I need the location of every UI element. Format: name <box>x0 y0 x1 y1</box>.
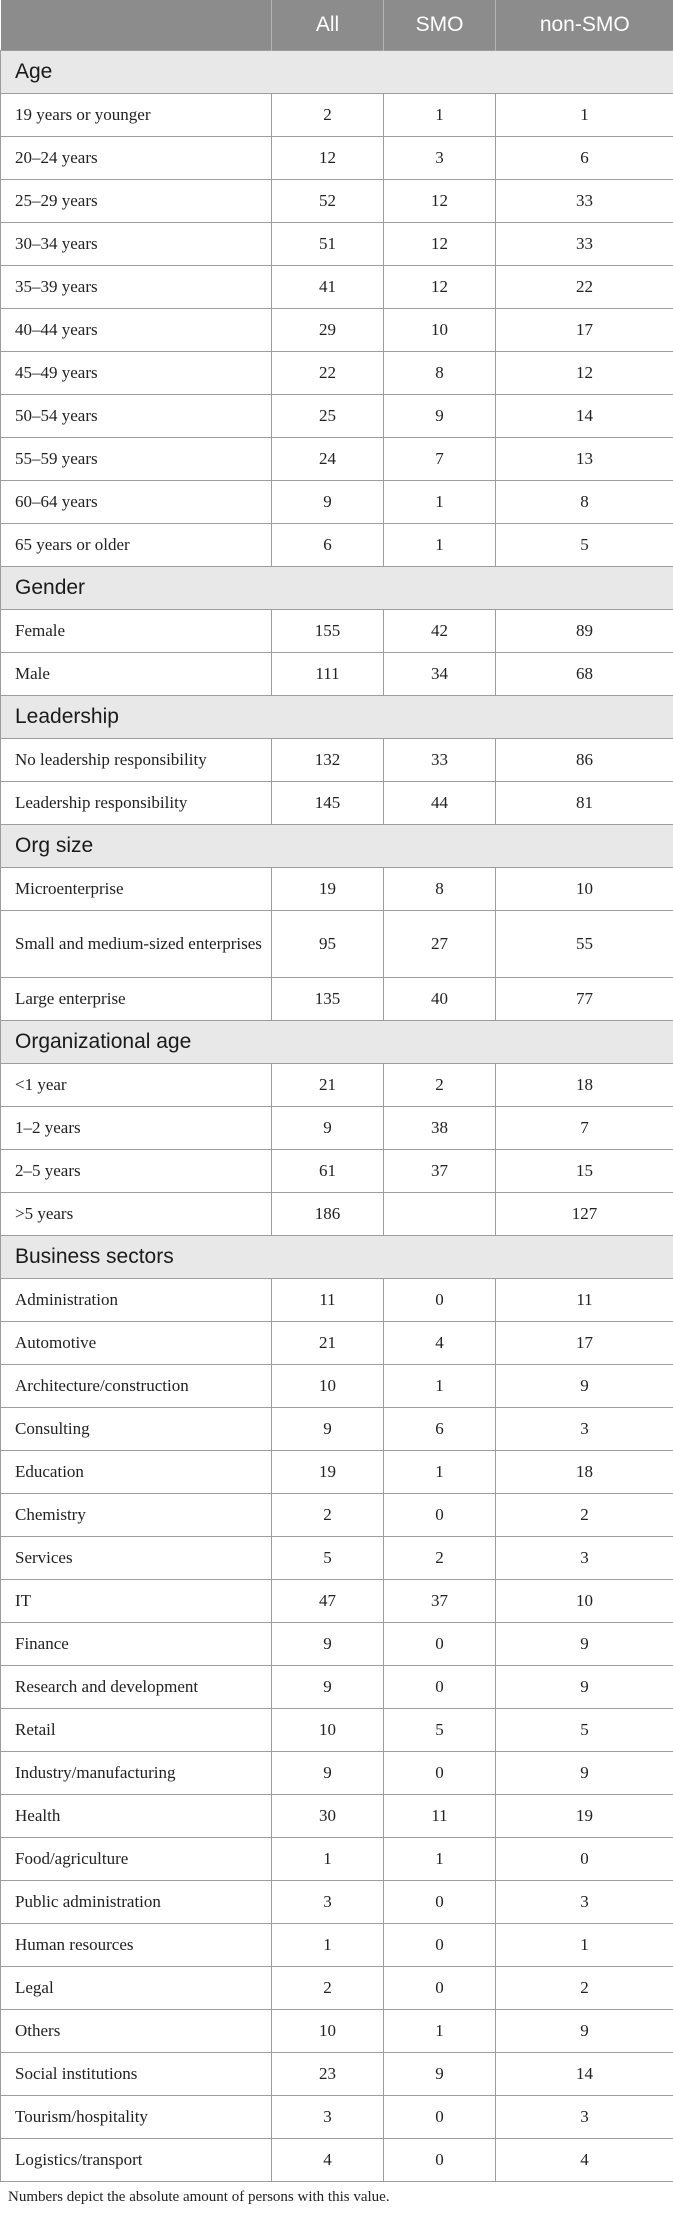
cell-smo: 33 <box>384 739 496 782</box>
table-row <box>1 524 673 567</box>
cell-all: 11 <box>272 1279 384 1322</box>
cell-non-smo: 14 <box>496 395 673 438</box>
cell-smo: 40 <box>384 978 496 1021</box>
table-row <box>1 1537 673 1580</box>
row-label: Consulting <box>1 1408 272 1451</box>
row-label: Social institutions <box>1 2053 272 2096</box>
section-header-row <box>1 567 673 610</box>
cell-all: 29 <box>272 309 384 352</box>
cell-smo: 37 <box>384 1150 496 1193</box>
cell-smo: 0 <box>384 1752 496 1795</box>
cell-smo: 2 <box>384 1064 496 1107</box>
cell-non-smo: 17 <box>496 1322 673 1365</box>
cell-smo: 0 <box>384 2139 496 2182</box>
cell-non-smo: 3 <box>496 1408 673 1451</box>
table-row <box>1 978 673 1021</box>
cell-smo: 11 <box>384 1795 496 1838</box>
row-label: 40–44 years <box>1 309 272 352</box>
cell-smo: 6 <box>384 1408 496 1451</box>
cell-non-smo: 10 <box>496 1580 673 1623</box>
cell-non-smo: 5 <box>496 524 673 567</box>
cell-smo: 1 <box>384 2010 496 2053</box>
cell-all: 47 <box>272 1580 384 1623</box>
cell-all: 9 <box>272 1623 384 1666</box>
cell-non-smo: 77 <box>496 978 673 1021</box>
table-row <box>1 481 673 524</box>
cell-all: 2 <box>272 1494 384 1537</box>
cell-non-smo: 9 <box>496 1623 673 1666</box>
cell-all: 3 <box>272 1881 384 1924</box>
cell-all: 25 <box>272 395 384 438</box>
table-row <box>1 2010 673 2053</box>
cell-non-smo: 18 <box>496 1064 673 1107</box>
row-label: Public administration <box>1 1881 272 1924</box>
cell-smo: 1 <box>384 1838 496 1881</box>
cell-non-smo: 2 <box>496 1494 673 1537</box>
cell-all: 61 <box>272 1150 384 1193</box>
cell-non-smo: 22 <box>496 266 673 309</box>
section-title: Gender <box>1 567 673 610</box>
section-header-row <box>1 51 673 94</box>
cell-all: 22 <box>272 352 384 395</box>
cell-smo: 2 <box>384 1537 496 1580</box>
row-label: Industry/manufacturing <box>1 1752 272 1795</box>
cell-non-smo: 81 <box>496 782 673 825</box>
cell-all: 19 <box>272 868 384 911</box>
cell-all: 9 <box>272 1752 384 1795</box>
row-label: Logistics/transport <box>1 2139 272 2182</box>
row-label: Tourism/hospitality <box>1 2096 272 2139</box>
cell-all: 95 <box>272 911 384 978</box>
cell-non-smo: 19 <box>496 1795 673 1838</box>
cell-non-smo: 86 <box>496 739 673 782</box>
cell-smo: 8 <box>384 352 496 395</box>
cell-all: 3 <box>272 2096 384 2139</box>
table-row <box>1 1408 673 1451</box>
cell-smo: 37 <box>384 1580 496 1623</box>
table-row <box>1 1580 673 1623</box>
row-label: 45–49 years <box>1 352 272 395</box>
row-label: 55–59 years <box>1 438 272 481</box>
row-label: 60–64 years <box>1 481 272 524</box>
row-label: Large enterprise <box>1 978 272 1021</box>
cell-all: 10 <box>272 1709 384 1752</box>
table-row <box>1 1709 673 1752</box>
cell-smo: 44 <box>384 782 496 825</box>
row-label: 1–2 years <box>1 1107 272 1150</box>
row-label: Services <box>1 1537 272 1580</box>
cell-non-smo: 5 <box>496 1709 673 1752</box>
cell-smo: 8 <box>384 868 496 911</box>
table-row <box>1 1494 673 1537</box>
cell-all: 111 <box>272 653 384 696</box>
table-row <box>1 1924 673 1967</box>
table-row <box>1 266 673 309</box>
row-label: 65 years or older <box>1 524 272 567</box>
cell-all: 2 <box>272 94 384 137</box>
cell-smo: 12 <box>384 180 496 223</box>
cell-non-smo: 9 <box>496 1365 673 1408</box>
row-label: Retail <box>1 1709 272 1752</box>
cell-all: 4 <box>272 2139 384 2182</box>
table-row <box>1 653 673 696</box>
section-header-row <box>1 1021 673 1064</box>
row-label: IT <box>1 1580 272 1623</box>
cell-smo: 34 <box>384 653 496 696</box>
cell-non-smo: 17 <box>496 309 673 352</box>
table-row <box>1 1150 673 1193</box>
row-label: 19 years or younger <box>1 94 272 137</box>
cell-smo: 9 <box>384 395 496 438</box>
table-footnote: Numbers depict the absolute amount of persons with this value. <box>8 2189 390 2205</box>
cell-non-smo: 9 <box>496 2010 673 2053</box>
cell-non-smo: 6 <box>496 137 673 180</box>
cell-non-smo: 8 <box>496 481 673 524</box>
cell-non-smo: 0 <box>496 1838 673 1881</box>
table-row <box>1 137 673 180</box>
row-label: No leadership responsibility <box>1 739 272 782</box>
row-label: Automotive <box>1 1322 272 1365</box>
cell-non-smo: 10 <box>496 868 673 911</box>
cell-smo: 5 <box>384 1709 496 1752</box>
table-row <box>1 309 673 352</box>
cell-smo: 1 <box>384 524 496 567</box>
section-title: Business sectors <box>1 1236 673 1279</box>
cell-smo: 9 <box>384 2053 496 2096</box>
header-all: All <box>272 0 384 51</box>
cell-all: 9 <box>272 481 384 524</box>
header-smo: SMO <box>384 0 496 51</box>
cell-all: 6 <box>272 524 384 567</box>
cell-smo: 1 <box>384 481 496 524</box>
row-label: Legal <box>1 1967 272 2010</box>
header-label-column <box>1 0 272 51</box>
section-header-row <box>1 1236 673 1279</box>
row-label: Female <box>1 610 272 653</box>
cell-smo: 0 <box>384 2096 496 2139</box>
cell-all: 155 <box>272 610 384 653</box>
cell-smo: 1 <box>384 94 496 137</box>
cell-smo: 27 <box>384 911 496 978</box>
cell-all: 1 <box>272 1838 384 1881</box>
cell-non-smo: 1 <box>496 1924 673 1967</box>
table-header <box>1 0 673 51</box>
table-row <box>1 610 673 653</box>
table-row <box>1 2096 673 2139</box>
cell-smo: 38 <box>384 1107 496 1150</box>
cell-all: 9 <box>272 1107 384 1150</box>
cell-all: 30 <box>272 1795 384 1838</box>
row-label: 20–24 years <box>1 137 272 180</box>
table-row <box>1 1193 673 1236</box>
row-label: 25–29 years <box>1 180 272 223</box>
cell-non-smo: 55 <box>496 911 673 978</box>
cell-smo: 0 <box>384 1666 496 1709</box>
table-row <box>1 1365 673 1408</box>
cell-smo: 0 <box>384 1967 496 2010</box>
cell-smo: 0 <box>384 1924 496 1967</box>
cell-smo: 3 <box>384 137 496 180</box>
table-row <box>1 1752 673 1795</box>
table-row <box>1 180 673 223</box>
row-label: Others <box>1 2010 272 2053</box>
cell-non-smo: 3 <box>496 2096 673 2139</box>
row-label: 2–5 years <box>1 1150 272 1193</box>
row-label: Finance <box>1 1623 272 1666</box>
cell-smo: 0 <box>384 1279 496 1322</box>
cell-all: 24 <box>272 438 384 481</box>
row-label: Administration <box>1 1279 272 1322</box>
row-label: 50–54 years <box>1 395 272 438</box>
table-row <box>1 94 673 137</box>
table-row <box>1 739 673 782</box>
cell-non-smo: 1 <box>496 94 673 137</box>
cell-smo: 0 <box>384 1623 496 1666</box>
cell-non-smo: 11 <box>496 1279 673 1322</box>
cell-non-smo: 68 <box>496 653 673 696</box>
cell-smo: 12 <box>384 266 496 309</box>
table-row <box>1 2053 673 2096</box>
cell-all: 2 <box>272 1967 384 2010</box>
cell-all: 9 <box>272 1666 384 1709</box>
cell-non-smo: 89 <box>496 610 673 653</box>
cell-all: 10 <box>272 1365 384 1408</box>
table-row <box>1 2139 673 2182</box>
cell-non-smo: 3 <box>496 1537 673 1580</box>
cell-non-smo: 13 <box>496 438 673 481</box>
cell-smo: 0 <box>384 1881 496 1924</box>
cell-all: 51 <box>272 223 384 266</box>
table-row <box>1 1881 673 1924</box>
cell-smo: 42 <box>384 610 496 653</box>
section-title: Leadership <box>1 696 673 739</box>
row-label: <1 year <box>1 1064 272 1107</box>
section-title: Organizational age <box>1 1021 673 1064</box>
table-row <box>1 223 673 266</box>
cell-smo: 12 <box>384 223 496 266</box>
table-row <box>1 1967 673 2010</box>
cell-all: 12 <box>272 137 384 180</box>
table-row <box>1 1838 673 1881</box>
cell-all: 132 <box>272 739 384 782</box>
cell-non-smo: 18 <box>496 1451 673 1494</box>
table-row <box>1 868 673 911</box>
row-label: Research and development <box>1 1666 272 1709</box>
row-label: 30–34 years <box>1 223 272 266</box>
table-row <box>1 911 673 978</box>
cell-all: 9 <box>272 1408 384 1451</box>
row-label: Chemistry <box>1 1494 272 1537</box>
row-label: Education <box>1 1451 272 1494</box>
cell-all: 41 <box>272 266 384 309</box>
cell-smo: 10 <box>384 309 496 352</box>
table-row <box>1 395 673 438</box>
cell-smo: 7 <box>384 438 496 481</box>
cell-non-smo: 4 <box>496 2139 673 2182</box>
section-title: Age <box>1 51 673 94</box>
cell-smo: 0 <box>384 1494 496 1537</box>
row-label: Small and medium-sized enterprises <box>1 911 272 978</box>
cell-all: 19 <box>272 1451 384 1494</box>
row-label: Male <box>1 653 272 696</box>
cell-non-smo: 2 <box>496 1967 673 2010</box>
cell-all: 5 <box>272 1537 384 1580</box>
section-header-row <box>1 696 673 739</box>
cell-non-smo: 14 <box>496 2053 673 2096</box>
row-label: Food/agriculture <box>1 1838 272 1881</box>
cell-non-smo: 9 <box>496 1666 673 1709</box>
cell-non-smo: 3 <box>496 1881 673 1924</box>
row-label: Microenterprise <box>1 868 272 911</box>
table-row <box>1 1107 673 1150</box>
row-label: >5 years <box>1 1193 272 1236</box>
table-row <box>1 1451 673 1494</box>
cell-all: 186 <box>272 1193 384 1236</box>
cell-non-smo: 7 <box>496 1107 673 1150</box>
cell-smo: 4 <box>384 1322 496 1365</box>
row-label: Architecture/construction <box>1 1365 272 1408</box>
table-row <box>1 1279 673 1322</box>
cell-all: 135 <box>272 978 384 1021</box>
cell-non-smo: 127 <box>496 1193 673 1236</box>
cell-non-smo: 12 <box>496 352 673 395</box>
table-body <box>1 51 673 2182</box>
row-label: Leadership responsibility <box>1 782 272 825</box>
section-header-row <box>1 825 673 868</box>
cell-smo <box>384 1193 496 1236</box>
header-non-smo: non-SMO <box>496 0 673 51</box>
row-label: Health <box>1 1795 272 1838</box>
row-label: Human resources <box>1 1924 272 1967</box>
table-row <box>1 438 673 481</box>
cell-non-smo: 33 <box>496 180 673 223</box>
table-row <box>1 1795 673 1838</box>
section-title: Org size <box>1 825 673 868</box>
header-row <box>1 0 673 51</box>
table-row <box>1 1064 673 1107</box>
cell-all: 1 <box>272 1924 384 1967</box>
table-row <box>1 1623 673 1666</box>
cell-smo: 1 <box>384 1451 496 1494</box>
table-row <box>1 1322 673 1365</box>
table-row <box>1 1666 673 1709</box>
cell-non-smo: 9 <box>496 1752 673 1795</box>
cell-non-smo: 33 <box>496 223 673 266</box>
cell-all: 52 <box>272 180 384 223</box>
cell-smo: 1 <box>384 1365 496 1408</box>
table-row <box>1 352 673 395</box>
cell-all: 21 <box>272 1322 384 1365</box>
cell-non-smo: 15 <box>496 1150 673 1193</box>
cell-all: 21 <box>272 1064 384 1107</box>
cell-all: 145 <box>272 782 384 825</box>
table-row <box>1 782 673 825</box>
row-label: 35–39 years <box>1 266 272 309</box>
cell-all: 23 <box>272 2053 384 2096</box>
cell-all: 10 <box>272 2010 384 2053</box>
